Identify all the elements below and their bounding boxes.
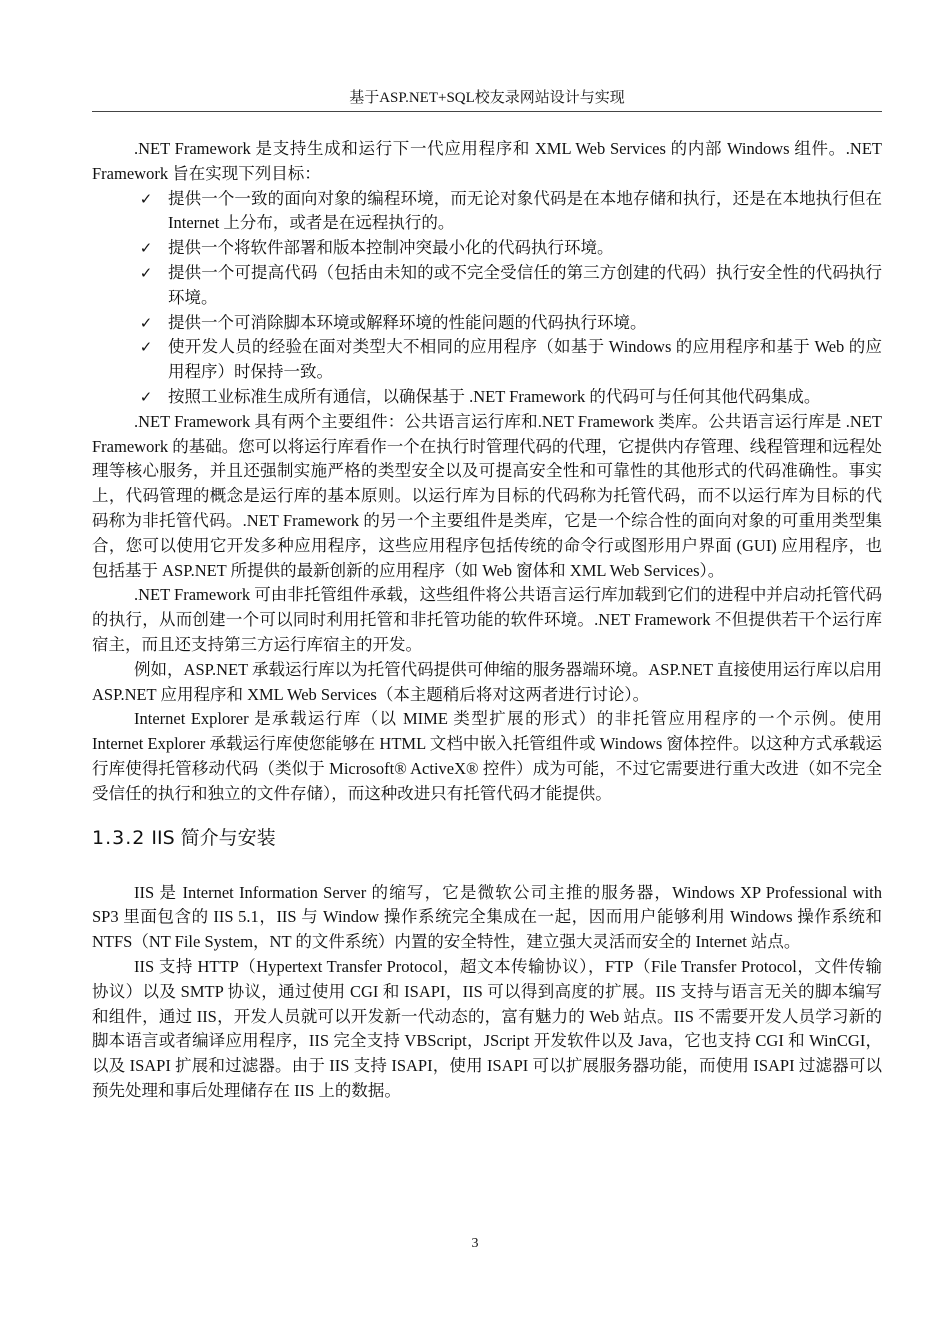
header-rule xyxy=(92,111,882,112)
goals-list xyxy=(92,187,882,410)
list-item xyxy=(92,311,882,336)
list-item xyxy=(92,385,882,410)
list-item xyxy=(92,187,882,237)
list-item xyxy=(92,261,882,311)
list-item-text: 提供一个一致的面向对象的编程环境，而无论对象代码是在本地存储和执行，还是在本地执行但在 Internet 上分布，或者是在远程执行的。 xyxy=(168,188,882,233)
body-paragraph: 例如，ASP.NET 承载运行库以为托管代码提供可伸缩的服务器端环境。ASP.NET 直接使用运行库以启用 ASP.NET 应用程序和 XML Web Services（本主题稍后将对这两者进行讨论）。 xyxy=(92,659,882,704)
page-number: 3 xyxy=(471,1236,479,1251)
body-paragraph: Internet Explorer 是承载运行库（以 MIME 类型扩展的形式）的非托管应用程序的一个示例。使用 Internet Explorer 承载运行库使您能够在 HTML 文档中嵌入托管组件或 Windows 窗体控件。以这种方式承载运行库使得托管移动代码（类似于 Microsoft® ActiveX® 控件）成为可能，不过它需要进行重大改进（如不完全受信任的执行和独立的文件存储），而这种改进只有托管代码才能提供。 xyxy=(92,709,882,803)
list-item-text: 提供一个可消除脚本环境或解释环境的性能问题的代码执行环境。 xyxy=(168,312,647,332)
document-body xyxy=(92,137,882,1104)
checkmark-icon: ✓ xyxy=(139,338,153,357)
list-item xyxy=(92,335,882,385)
list-item-text: 提供一个可提高代码（包括由未知的或不完全受信任的第三方创建的代码）执行安全性的代码执行环境。 xyxy=(168,262,882,307)
intro-paragraph: .NET Framework 是支持生成和运行下一代应用程序和 XML Web Services 的内部 Windows 组件。.NET Framework 旨在实现下列目标： xyxy=(92,139,882,183)
section-heading xyxy=(92,825,882,851)
checkmark-icon: ✓ xyxy=(139,387,153,406)
body-paragraph: .NET Framework 具有两个主要组件：公共语言运行库和.NET Framework 类库。公共语言运行库是 .NET Framework 的基础。您可以将运行库看作一个在执行时管理代码的代理，它提供内存管理、线程管理和远程处理等核心服务，并且还强制实施严格的类型安全以及可提高安全性和可靠性的其他形式的代码准确性。事实上，代码管理的概念是运行库的基本原则。以运行库为目标的代码称为托管代码，而不以运行库为目标的代码称为非托管代码。.NET Framework 的另一个主要组件是类库，它是一个综合性的面向对象的可重用类型集合，您可以使用它开发多种应用程序，这些应用程序包括传统的命令行或图形用户界面 (GUI) 应用程序，也包括基于 ASP.NET 所提供的最新创新的应用程序（如 Web 窗体和 XML Web Services）。 xyxy=(92,411,882,580)
checkmark-icon: ✓ xyxy=(139,313,153,332)
section-title: IIS 简介与安装 xyxy=(151,826,276,849)
section-number: 1.3.2 xyxy=(92,826,146,849)
checkmark-icon: ✓ xyxy=(139,189,153,208)
list-item-text: 按照工业标准生成所有通信，以确保基于 .NET Framework 的代码可与任何其他代码集成。 xyxy=(168,386,821,406)
body-paragraph: IIS 支持 HTTP（Hypertext Transfer Protocol，超文本传输协议），FTP（File Transfer Protocol，文件传输协议）以及 SMTP 协议，通过使用 CGI 和 ISAPI，IIS 可以得到高度的扩展。IIS 支持与语言无关的脚本编写和组件，通过 IIS，开发人员就可以开发新一代动态的，富有魅力的 Web 站点。IIS 不需要开发人员学习新的脚本语言或者编译应用程序，IIS 完全支持 VBScript，JScript 开发软件以及 Java，它也支持 CGI 和 WinCGI，以及 ISAPI 扩展和过滤器。由于 IIS 支持 ISAPI，使用 ISAPI 可以扩展服务器功能，而使用 ISAPI 过滤器可以预先处理和事后处理储存在 IIS 上的数据。 xyxy=(92,956,882,1100)
list-item-text: 提供一个将软件部署和版本控制冲突最小化的代码执行环境。 xyxy=(168,238,614,258)
list-item-text: 使开发人员的经验在面对类型大不相同的应用程序（如基于 Windows 的应用程序和基于 Web 的应用程序）时保持一致。 xyxy=(168,337,882,382)
checkmark-icon: ✓ xyxy=(139,263,153,282)
body-paragraph: IIS 是 Internet Information Server 的缩写，它是微软公司主推的服务器，Windows XP Professional with SP3 里面包含的 IIS 5.1，IIS 与 Window 操作系统完全集成在一起，因而用户能够利用 Windows 操作系统和 NTFS（NT File System，NT 的文件系统）内置的安全特性，建立强大灵活而安全的 Internet 站点。 xyxy=(92,882,882,952)
page-header: 基于ASP.NET+SQL校友录网站设计与实现 xyxy=(349,90,625,106)
list-item xyxy=(92,236,882,261)
checkmark-icon: ✓ xyxy=(139,239,153,258)
body-paragraph: .NET Framework 可由非托管组件承载，这些组件将公共语言运行库加载到它们的进程中并启动托管代码的执行，从而创建一个可以同时利用托管和非托管功能的软件环境。.NET Framework 不但提供若干个运行库宿主，而且还支持第三方运行库宿主的开发。 xyxy=(92,585,882,654)
